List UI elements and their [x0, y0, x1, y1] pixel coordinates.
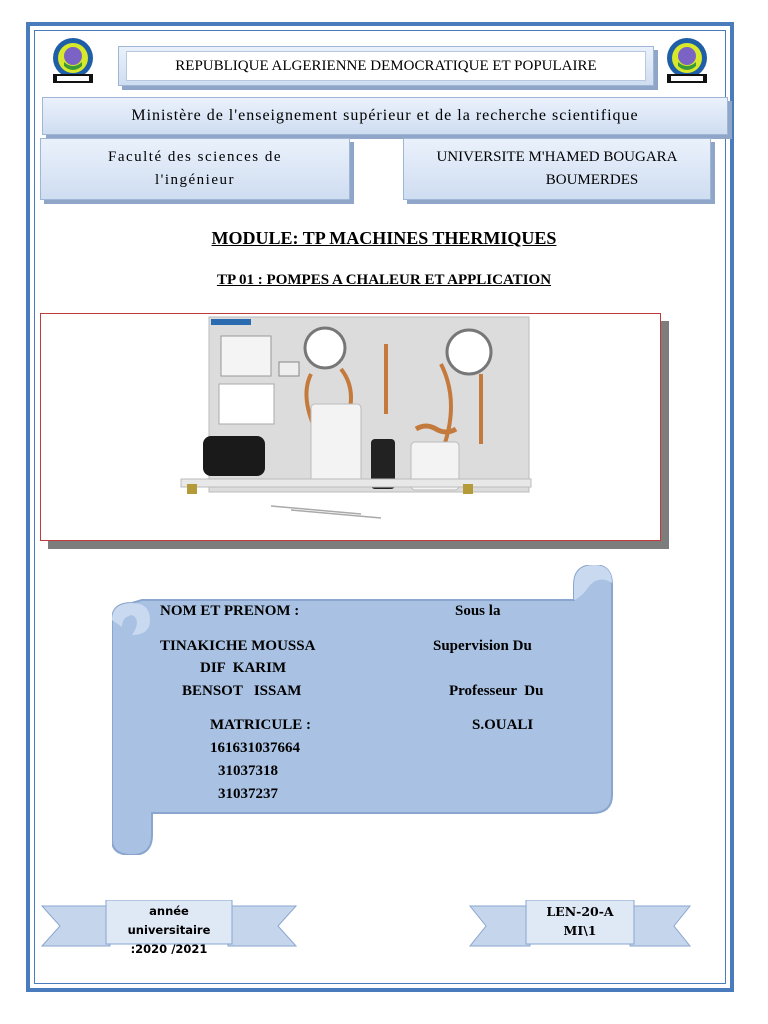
matricule-2: 31037318: [218, 763, 278, 779]
tp-title-text: TP 01 : POMPES A CHALEUR ET APPLICATION: [216, 272, 552, 288]
group-text: [526, 902, 634, 940]
student-name-2: DIF KARIM: [200, 660, 287, 676]
matricule-1: 161631037664: [210, 740, 300, 756]
ministry-banner: Ministère de l'enseignement supérieur et de la recherche scientifique: [42, 97, 728, 135]
university-line1: UNIVERSITE M'HAMED BOUGARA: [436, 149, 678, 165]
group-line1: LEN-20-A: [546, 904, 614, 919]
republic-banner: [118, 46, 654, 86]
matricule-label: MATRICULE :: [210, 717, 311, 733]
faculty-box: [40, 138, 350, 200]
year-text: [106, 902, 232, 959]
matricule-3: 31037237: [218, 786, 278, 802]
group-line2: MI\1: [563, 923, 597, 938]
supervision-line2: Supervision Du: [433, 638, 532, 654]
module-title: [0, 228, 768, 249]
student-name-3: BENSOT ISSAM: [182, 683, 302, 699]
year-line1: année universitaire: [127, 904, 211, 937]
tp-title: [0, 272, 768, 289]
university-logo-icon: [48, 36, 98, 86]
university-box: [403, 138, 711, 200]
republic-title: REPUBLIQUE ALGERIENNE DEMOCRATIQUE ET POPULAIRE: [126, 51, 646, 81]
year-line2: :2020 /2021: [130, 942, 208, 956]
students-label: NOM ET PRENOM :: [160, 603, 300, 619]
supervisor-name: S.OUALI: [472, 717, 534, 733]
student-name-1: TINAKICHE MOUSSA: [160, 638, 316, 654]
university-line2: BOUMERDES: [545, 172, 639, 188]
faculty-line2: l'ingénieur: [154, 172, 235, 188]
equipment-photo: [40, 313, 661, 541]
faculty-line1: Faculté des sciences de: [107, 149, 283, 165]
supervision-line3: Professeur Du: [449, 683, 544, 699]
heat-pump-illustration: [41, 314, 660, 540]
module-title-text: MODULE: TP MACHINES THERMIQUES: [211, 228, 557, 248]
university-logo-icon: [662, 36, 712, 86]
supervision-line1: Sous la: [455, 603, 501, 619]
